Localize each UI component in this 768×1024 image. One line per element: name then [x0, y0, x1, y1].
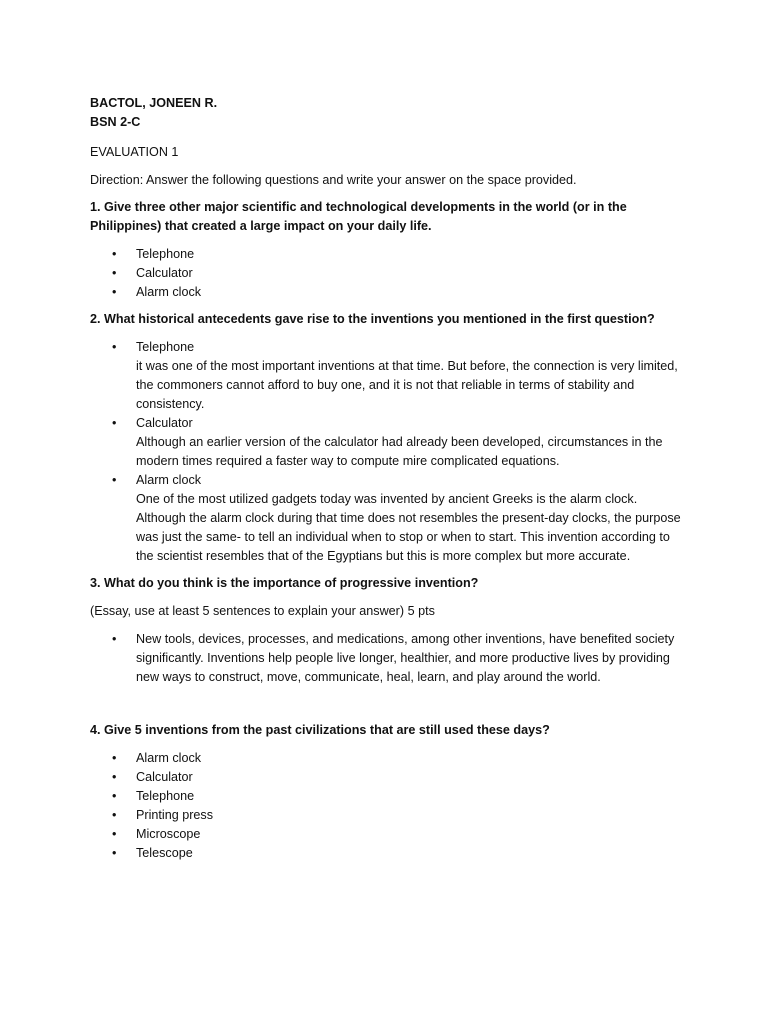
answer-title: Telephone	[136, 340, 195, 354]
q3-answer-list	[90, 630, 688, 687]
student-name: BACTOL, JONEEN R.	[90, 96, 218, 110]
bullet-icon: •	[112, 632, 117, 646]
list-item: • Calculator	[90, 768, 688, 787]
list-item	[90, 414, 688, 471]
answer-title: Alarm clock	[136, 473, 202, 487]
bullet-icon: •	[112, 285, 117, 299]
list-item	[90, 471, 688, 566]
bullet-icon: •	[112, 751, 117, 765]
bullet-icon: •	[112, 846, 117, 860]
bullet-icon: •	[112, 266, 117, 280]
list-item: • Alarm clock	[90, 749, 688, 768]
q4-answer-list	[90, 749, 688, 863]
answer-description: it was one of the most important inventions at that time. But before, the connection is very limited, the commoners cannot afford to buy one, and it is not that reliable in terms of stability and consistency.	[136, 359, 678, 411]
q2-answer-list	[90, 338, 688, 566]
bullet-icon: •	[112, 473, 117, 487]
list-item	[90, 630, 688, 687]
q3-instruction: (Essay, use at least 5 sentences to explain your answer) 5 pts	[90, 604, 435, 618]
question-2: 2. What historical antecedents gave rise to the inventions you mentioned in the first question?	[90, 312, 655, 326]
question-1: 1. Give three other major scientific and technological developments in the world (or in the Philippines) that created a large impact on your daily life.	[90, 200, 627, 233]
bullet-icon: •	[112, 416, 117, 430]
list-item: • Alarm clock	[90, 283, 688, 302]
essay-answer: New tools, devices, processes, and medications, among other inventions, have benefited society significantly. Inventions help people live longer, healthier, and more productive lives by providing new ways to construct, move, communicate, heal, learn, and play around the world.	[136, 632, 675, 684]
answer-description: Although an earlier version of the calculator had already been developed, circumstances in the modern times required a faster way to compute mire complicated equations.	[136, 435, 663, 468]
list-item	[90, 338, 688, 414]
list-item: • Calculator	[90, 264, 688, 283]
answer-description: One of the most utilized gadgets today was invented by ancient Greeks is the alarm clock. Although the alarm clock during that time does not resembles the present-day clocks, the purpose was just the same- to tell an individual when to stop or when to start. This invention according to the scientist resembles that of the Egyptians but this is more complex but more accurate.	[136, 492, 681, 563]
student-section: BSN 2-C	[90, 115, 141, 129]
list-item: • Microscope	[90, 825, 688, 844]
question-3: 3. What do you think is the importance of progressive invention?	[90, 576, 479, 590]
bullet-icon: •	[112, 789, 117, 803]
answer-title: Calculator	[136, 416, 193, 430]
list-item: • Telescope	[90, 844, 688, 863]
question-4: 4. Give 5 inventions from the past civilizations that are still used these days?	[90, 723, 550, 737]
direction-text: Direction: Answer the following questions and write your answer on the space provided.	[90, 173, 577, 187]
bullet-icon: •	[112, 770, 117, 784]
bullet-icon: •	[112, 808, 117, 822]
bullet-icon: •	[112, 247, 117, 261]
list-item: • Printing press	[90, 806, 688, 825]
evaluation-title: EVALUATION 1	[90, 145, 179, 159]
q1-answer-list	[90, 245, 688, 302]
bullet-icon: •	[112, 340, 117, 354]
bullet-icon: •	[112, 827, 117, 841]
list-item: • Telephone	[90, 787, 688, 806]
list-item: • Telephone	[90, 245, 688, 264]
